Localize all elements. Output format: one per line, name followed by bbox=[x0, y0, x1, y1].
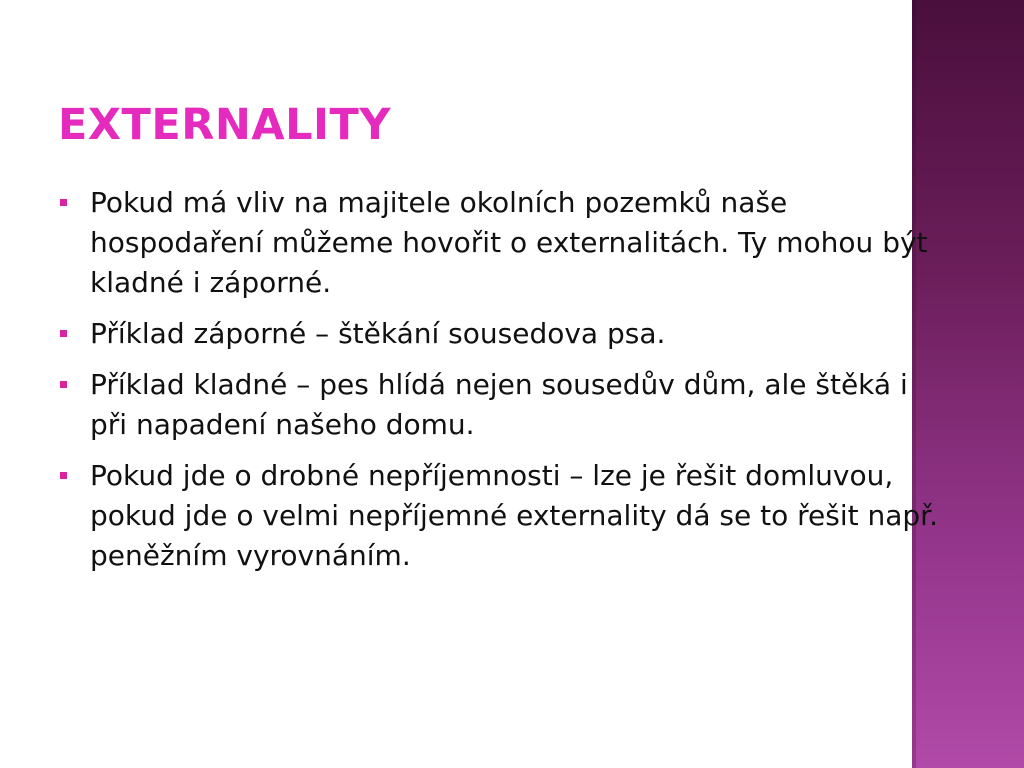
bullet-list bbox=[58, 183, 938, 587]
bullet-text: Pokud má vliv na majitele okolních pozemků naše hospodaření můžeme hovořit o externalitách. Ty mohou být kladné i záporné. bbox=[90, 186, 928, 299]
square-bullet-icon bbox=[60, 330, 67, 337]
slide-title: EXTERNALITY bbox=[58, 100, 391, 150]
square-bullet-icon bbox=[60, 199, 67, 206]
bullet-text: Příklad kladné – pes hlídá nejen sousedův dům, ale štěká i při napadení našeho domu. bbox=[90, 368, 908, 441]
bullet-text: Příklad záporné – štěkání sousedova psa. bbox=[90, 317, 666, 350]
square-bullet-icon bbox=[60, 381, 67, 388]
bullet-item bbox=[58, 365, 938, 445]
bullet-item bbox=[58, 456, 938, 576]
bullet-item bbox=[58, 314, 938, 354]
bullet-item bbox=[58, 183, 938, 303]
square-bullet-icon bbox=[60, 472, 67, 479]
bullet-text: Pokud jde o drobné nepříjemnosti – lze je řešit domluvou, pokud jde o velmi nepříjemné externality dá se to řešit např. peněžním vyrovnáním. bbox=[90, 459, 938, 572]
